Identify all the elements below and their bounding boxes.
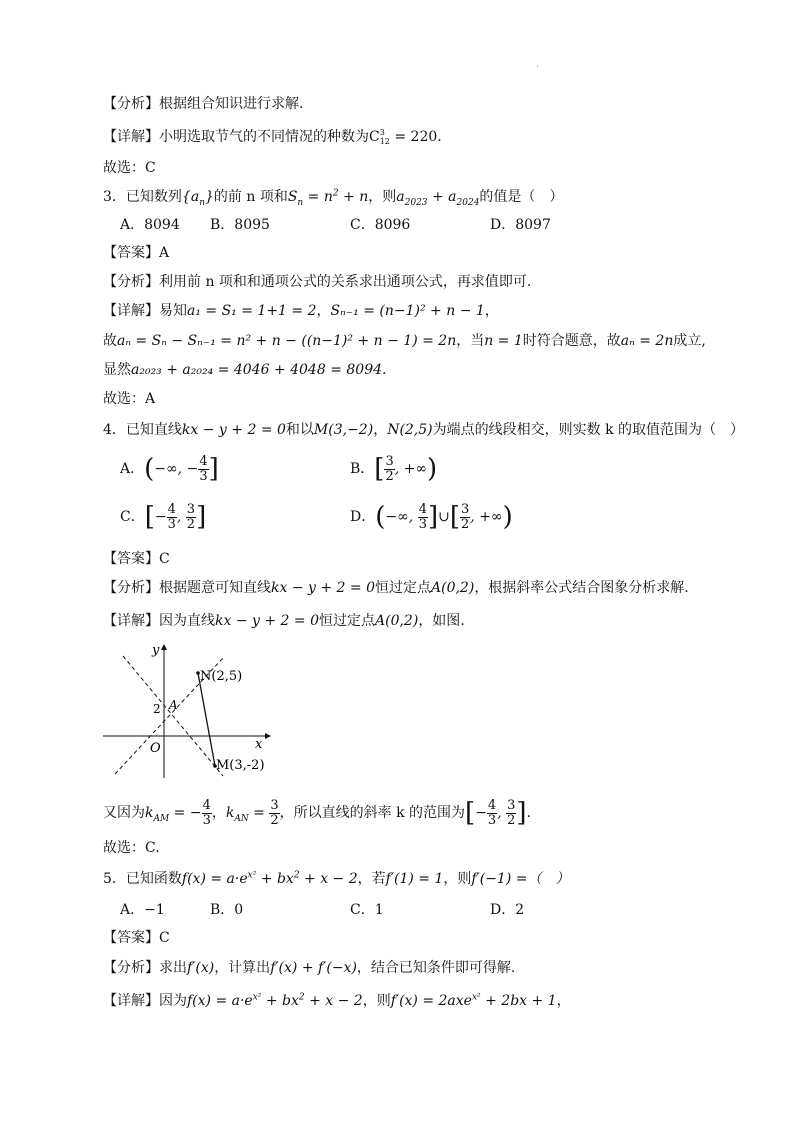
- q3-option-a: A．8094: [120, 217, 180, 233]
- origin-label: O: [150, 741, 161, 756]
- q4-detail: 【详解】因为直线kx − y + 2 = 0恒过定点A(0,2)，如图.: [103, 613, 465, 629]
- line-segment-figure: [95, 640, 275, 780]
- q5-option-d: D．2: [490, 902, 525, 918]
- point-a-label: A: [169, 698, 178, 712]
- q3-option-d: D．8097: [490, 217, 551, 233]
- q4-choice: 故选：C.: [103, 840, 160, 856]
- q3-option-c: C．8096: [350, 217, 411, 233]
- x-axis-label: x: [255, 737, 263, 752]
- prev-detail: 【详解】小明选取节气的不同情况的种数为C 3 12 = 220.: [103, 128, 442, 146]
- q3-choice: 故选：A: [103, 391, 156, 407]
- q4-analysis: 【分析】根据题意可知直线kx − y + 2 = 0恒过定点A(0,2)，根据斜率公式结合图象分析求解.: [103, 580, 689, 596]
- x-axis-arrow-icon: [265, 733, 271, 739]
- function-definition: $f(x) = a\cdot e^{x^2} + bx^2 + x - 2$: [181, 870, 358, 887]
- q3-detail-3: 显然a₂₀₂₃ + a₂₀₂₄ = 4046 + 4048 = 8094.: [103, 362, 387, 378]
- q4-option-d: D．(−∞, $\frac{4}{3}$ ]∪[ $\frac{3}{2}$ , +∞): [350, 501, 513, 532]
- q3-answer: 【答案】A: [103, 245, 170, 261]
- q3-analysis: 【分析】利用前 n 项和和通项公式的关系求出通项公式，再求值即可.: [103, 274, 532, 290]
- sum-formula: $S_n = n^2 + n$: [287, 188, 369, 208]
- segment-mn: [198, 673, 215, 766]
- q4-answer: 【答案】C: [103, 551, 170, 567]
- y-axis-label: y: [152, 643, 160, 658]
- prev-analysis: 【分析】根据组合知识进行求解.: [103, 96, 304, 112]
- q4-stem: 4．已知直线kx − y + 2 = 0和以M(3,−2)，N(2,5)为端点的线段相交，则实数 k 的取值范围为（ ）: [103, 422, 745, 438]
- q4-option-b: B．[ $\frac{3}{2}$ , +∞): [350, 453, 438, 484]
- prev-choice: 故选：C: [103, 160, 156, 176]
- q4-option-c: C．[− $\frac{4}{3}$ , $\frac{3}{2}$ ]: [120, 501, 207, 532]
- q5-option-b: B．0: [210, 902, 244, 918]
- q3-option-b: B．8095: [210, 217, 270, 233]
- combination-symbol: C 3 12: [369, 128, 390, 146]
- q5-answer: 【答案】C: [103, 930, 170, 946]
- point-n-label: N(2,5): [200, 669, 243, 684]
- q5-option-a: A．−1: [120, 902, 165, 918]
- q3-detail-1: 【详解】易知a₁ = S₁ = 1+1 = 2，Sₙ₋₁ = (n−1)² + n − 1，: [103, 303, 499, 319]
- target-expression: $a_{2023} + a_{2024}$: [396, 189, 480, 208]
- q5-analysis: 【分析】求出f′(x)，计算出f′(x) + f′(−x)，结合已知条件即可得解.: [103, 960, 516, 976]
- q4-slopes: 又因为$k_{AM}$ = − $\frac{4}{3}$ ，$k_{AN}$ = $\frac{3}{2}$ ，所以直线的斜率 k 的范围为[− $\frac{4}{3}$ , $\frac{3}{2}$ ].: [103, 797, 531, 828]
- q5-stem: 5．已知函数$f(x) = a\cdot e^{x^2} + bx^2 + x - 2$，若f′(1) = 1，则f′(−1) =（ ）: [103, 870, 570, 887]
- q3-stem: 3．已知数列$\{a_n\}$的前 n 项和$S_n = n^2 + n$，则$a_{2023} + a_{2024}$的值是（ ）: [103, 188, 564, 208]
- q5-option-c: C．1: [350, 902, 384, 918]
- point-m-label: M(3,-2): [216, 758, 265, 773]
- tick-two-label: 2: [153, 702, 161, 716]
- y-axis-arrow-icon: [161, 644, 167, 650]
- corner-mark: ·: [536, 62, 540, 73]
- q5-detail: 【详解】因为$f(x) = a\cdot e^{x^2} + bx^2 + x - 2$，则f′(x) = 2axe$^{x^2}$ + 2bx + 1，: [103, 992, 571, 1009]
- sequence-set: $\{a_n\}$: [181, 189, 214, 208]
- q4-option-a: A．(−∞, − $\frac{4}{3}$ ]: [120, 453, 219, 484]
- q3-detail-2: 故aₙ = Sₙ − Sₙ₋₁ = n² + n − ((n−1)² + n − 1) = 2n，当n = 1时符合题意，故aₙ = 2n成立,: [103, 333, 706, 349]
